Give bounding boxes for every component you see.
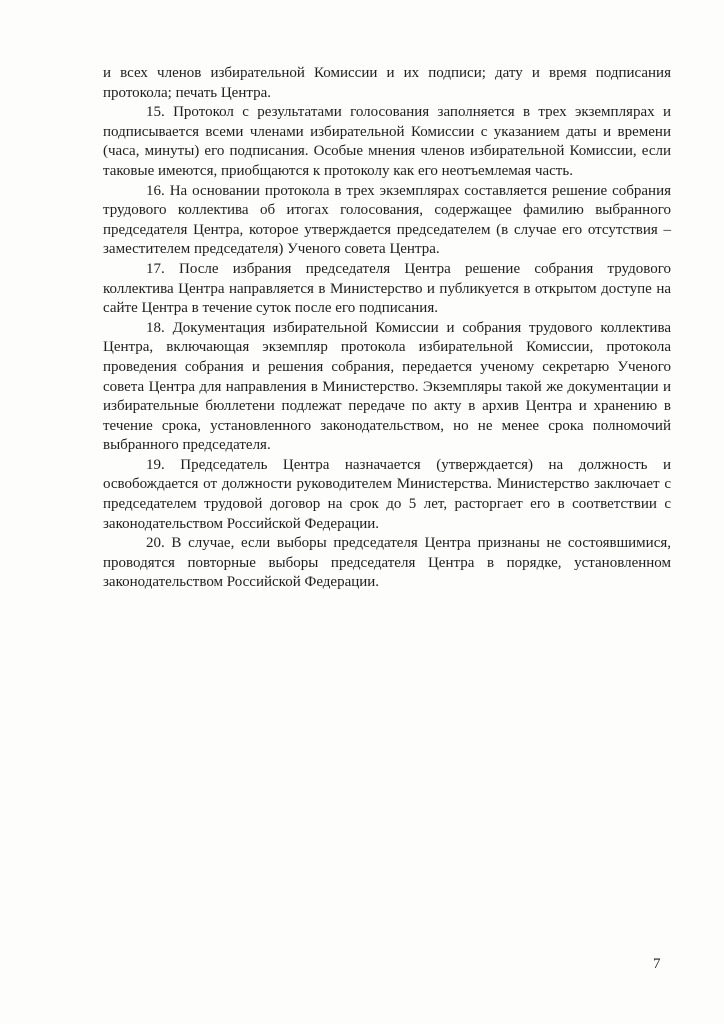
paragraph-20: 20. В случае, если выборы председателя Центра признаны не состоявшимися, проводятся повторные выборы председателя Центра в порядке, установленном законодательством Российской Федерации. xyxy=(103,535,671,591)
paragraph-18: 18. Документация избирательной Комиссии и собрания трудового коллектива Центра, включающая экземпляр протокола избирательной Комиссии, протокола проведения собрания и решения собрания, передается ученому секретарю Ученого совета Центра для направления в Министерство. Экземпляры такой же документации и избирательные бюллетени подлежат передаче по акту в архив Центра и хранению в течение срока, установленного законодательством, но не менее срока полномочий выбранного председателя. xyxy=(103,319,671,454)
document-body xyxy=(103,64,671,593)
page-number: 7 xyxy=(653,956,661,972)
paragraph-continuation: и всех членов избирательной Комиссии и их подписи; дату и время подписания протокола; печать Центра. xyxy=(103,65,671,101)
paragraph-19: 19. Председатель Центра назначается (утверждается) на должность и освобождается от должности руководителем Министерства. Министерство заключает с председателем трудовой договор на срок до 5 лет, расторгает его в соответствии с законодательством Российской Федерации. xyxy=(103,456,671,532)
paragraph-15: 15. Протокол с результатами голосования заполняется в трех экземплярах и подписывается всеми членами избирательной Комиссии с указанием даты и времени (часа, минуты) его подписания. Особые мнения членов избирательной Комиссии, если таковые имеются, приобщаются к протоколу как его неотъемлемая часть. xyxy=(103,104,671,179)
paragraph-17: 17. После избрания председателя Центра решение собрания трудового коллектива Центра направляется в Министерство и публикуется в открытом доступе на сайте Центра в течение суток после его подписания. xyxy=(103,260,671,317)
paragraph-16: 16. На основании протокола в трех экземплярах составляется решение собрания трудового коллектива об итогах голосования, содержащее фамилию выбранного председателя Центра, которое утверждается председателем (в случае его отсутствия – заместителем председателя) Ученого совета Центра. xyxy=(103,182,671,258)
